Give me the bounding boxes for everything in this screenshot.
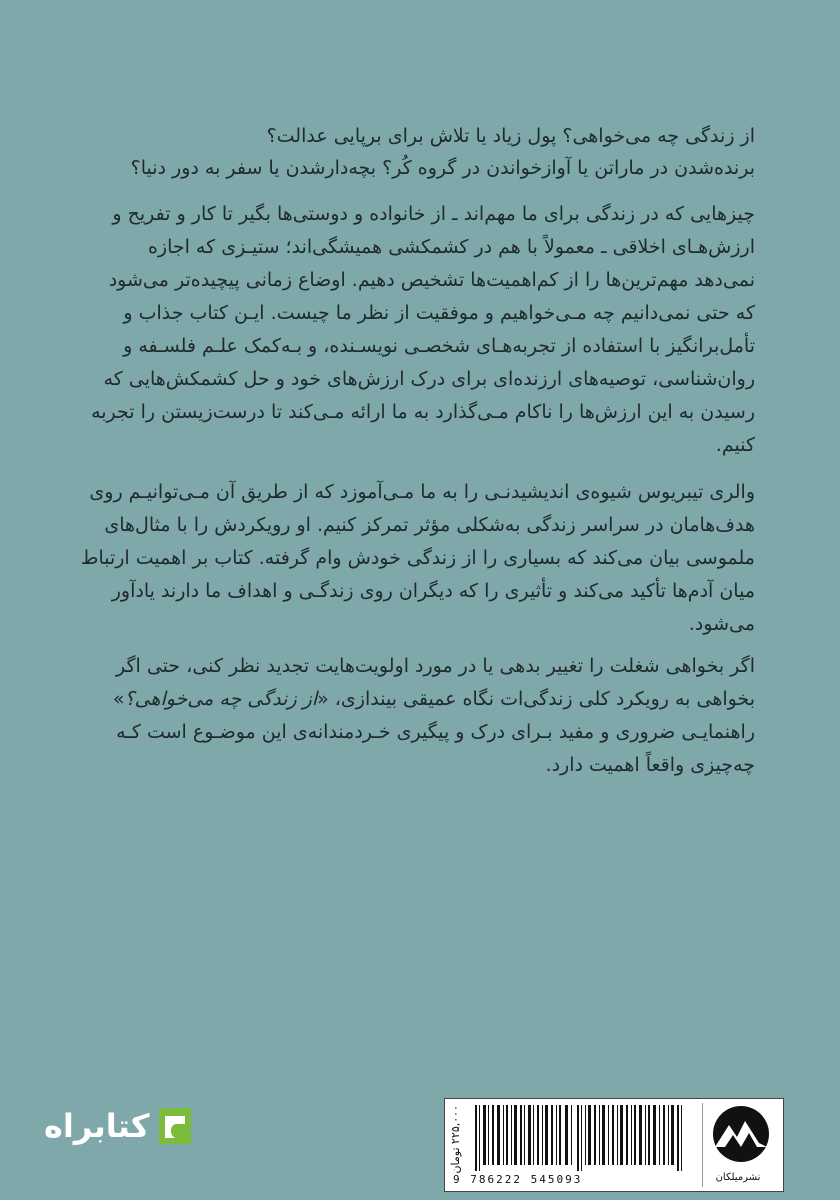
paragraph-line: روان‌شناسی، توصیه‌های ارزنده‌ای برای درک ارزش‌های خود و حل کشمکش‌هایی که — [103, 368, 755, 390]
paragraph-line: اگر بخواهی شغلت را تغییر بدهی یا در مورد اولویت‌هایت تجدید نظر کنی، حتی اگر — [116, 655, 755, 677]
paragraph-line: کنیم. — [715, 434, 755, 456]
question-line-2: برنده‌شدن در ماراتن یا آوازخواندن در گروه کُر؟ بچه‌دارشدن یا سفر به دور دنیا؟ — [130, 157, 755, 179]
paragraph-line: ارزش‌هـای اخلاقی ـ معمولاً با هم در کشمکشی همیشگی‌اند؛ ستیـزی که اجازه — [147, 236, 755, 258]
price-text: ۲۲۵,۰۰۰ تومان — [449, 1105, 462, 1174]
mountains-icon — [703, 1103, 779, 1165]
description-paragraph-1 — [91, 198, 755, 462]
barcode — [473, 1105, 693, 1171]
paragraph-line: راهنمایـی ضروری و مفید بـرای درک و پیگیری خـردمندانه‌ی این موضـوع است کـه — [116, 721, 755, 743]
paragraph-line: نمی‌دهد مهم‌ترین‌ها را از کم‌اهمیت‌ها تشخیص دهیم. اوضاع زمانی پیچیده‌تر می‌شود — [108, 269, 755, 291]
paragraph-line: میان آدم‌ها تأکید می‌کند و تأثیری را که دیگران روی زندگـی و اهداف ما دارند یادآور — [111, 580, 755, 602]
katabrah-logo-icon — [155, 1104, 195, 1148]
katabrah-logo — [44, 1104, 195, 1148]
book-title-italic: از زندگی چه می‌خواهی؟ — [124, 688, 318, 710]
paragraph-line: ملموسی بیان می‌کند که بسیاری را از زندگی خودش وام گرفته. کتاب بر اهمیت ارتباط — [80, 547, 755, 569]
description-paragraph-3 — [95, 650, 755, 782]
paragraph-text: بخواهی به رویکرد کلی زندگی‌ات نگاه عمیقی بیندازی، « — [317, 688, 755, 710]
publisher-name: نشرمیلکان — [715, 1172, 761, 1183]
paragraph-line: چه‌چیزی واقعاً اهمیت دارد. — [545, 754, 755, 776]
isbn-number: 9 786222 545093 — [453, 1173, 583, 1186]
opening-questions — [95, 120, 755, 184]
katabrah-logo-text: کتابراه — [44, 1107, 150, 1145]
barcode-label — [444, 1098, 784, 1192]
paragraph-line: می‌شود. — [688, 613, 755, 635]
paragraph-line: چیزهایی که در زندگی برای ما مهم‌اند ـ از خانواده و دوستی‌ها بگیر تا کار و تفریح و — [112, 203, 755, 225]
question-line-1: از زندگی چه می‌خواهی؟ پول زیاد یا تلاش برای برپایی عدالت؟ — [266, 125, 755, 147]
paragraph-line: که حتی نمی‌دانیم چه مـی‌خواهیم و موفقیت از نظر ما چیست. ایـن کتاب جذاب و — [123, 302, 755, 324]
description-paragraph-2 — [80, 476, 755, 641]
paragraph-line: تأمل‌برانگیز با استفاده از تجربه‌هـای شخصـی نویسـنده، و بـه‌کمک علـم فلسـفه و — [123, 335, 755, 357]
paragraph-line: رسیدن به این ارزش‌ها را ناکام مـی‌گذارد به ما ارائه مـی‌کند تا درست‌زیستن را تجربه — [91, 401, 755, 423]
paragraph-line-with-title — [95, 683, 755, 716]
paragraph-line: والری تیبریوس شیوه‌ی اندیشیدنـی را به ما مـی‌آموزد که از طریق آن مـی‌توانیـم روی — [89, 481, 755, 503]
paragraph-line: هدف‌هامان در سراسر زندگی به‌شکلی مؤثر تمرکز کنیم. او رویکردش را با مثال‌های — [104, 514, 755, 536]
publisher-logo — [702, 1103, 779, 1187]
paragraph-text: » — [112, 688, 125, 710]
